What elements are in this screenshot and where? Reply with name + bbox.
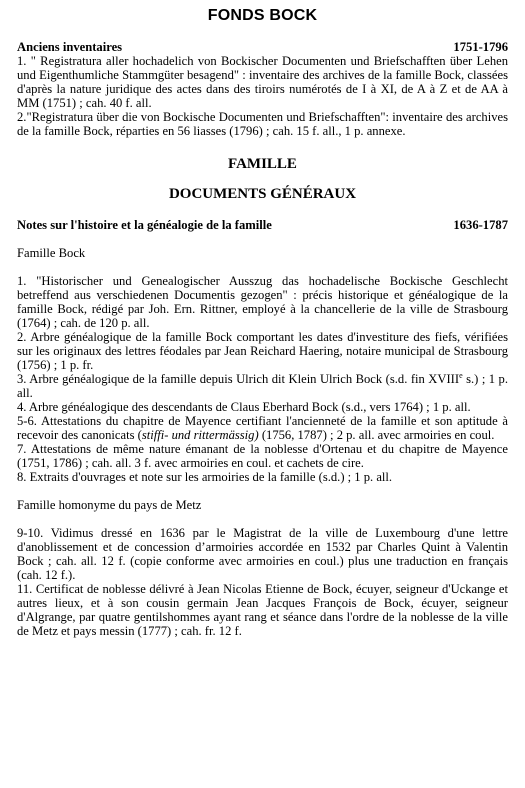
inventaires-heading: Anciens inventaires	[17, 40, 123, 54]
notes-item-9-10: 9-10. Vidimus dressé en 1636 par le Magistrat de la ville de Luxembourg d'une lettre d'anoblissement et de concession d’armoiries accordée en 1532 par Charles Quint à Valentin Bock ; cah. all. 12 f. (copie conforme avec armoiries en coul.) plus une traduction en français (cah. 12 f.).	[17, 526, 508, 582]
notes-item-4: 4. Arbre généalogique des descendants de Claus Eberhard Bock (s.d., vers 1764) ; 1 p. all.	[17, 400, 471, 414]
inventaires-heading-row	[17, 40, 508, 54]
notes-item-11: 11. Certificat de noblesse délivré à Jean Nicolas Etienne de Bock, écuyer, seigneur d'Uckange et autres lieux, et à son cousin germain Jean Jacques François de Bock, écuyer, seigneur d'Algrange, par quatre gentilshommes ayant rang et séance dans l'ordre de la noblesse de la ville de Metz et pays messin (1777) ; cah. fr. 12 f.	[17, 582, 508, 638]
notes-item-3-sup: e	[459, 370, 463, 380]
notes-item-1: 1. "Historischer und Genealogischer Ausszug das hochadelische Bockische Geschlecht betreffend aus verschiedenen Documentis gezogen" : précis historique et généalogique de la famille Bock, rédigé par Joh. Ern. Rittner, employé à la chancellerie de la ville de Strasbourg (1764) ; cah. de 120 p. all.	[17, 274, 508, 330]
famille-heading: FAMILLE	[228, 156, 297, 172]
notes-item-8: 8. Extraits d'ouvrages et note sur les armoiries de la famille (s.d.) ; 1 p. all.	[17, 470, 393, 484]
document-page	[17, 6, 508, 638]
notes-item-5-6	[17, 414, 508, 442]
notes-item-3	[17, 372, 508, 400]
document-title: FONDS BOCK	[207, 7, 318, 24]
notes-item-3-text: 3. Arbre généalogique de la famille depuis Ulrich dit Klein Ulrich Bock (s.d. fin XVIII	[17, 372, 460, 386]
notes-item-3-end: s.) ; 1 p. all.	[17, 372, 509, 400]
inventaires-dates: 1751-1796	[453, 40, 508, 54]
notes-heading: Notes sur l'histoire et la généalogie de la famille	[17, 218, 272, 232]
notes-heading-row	[17, 218, 508, 232]
inventaire-item-1: 1. " Registratura aller hochadelich von Bockischer Documenten und Briefschafften über Lehen und Eigenthumliche Stammgüter besagend" : inventaire des archives de la famille Bock, classées d'après la nature juridique des actes dans des tiroirs numérotés de I à XI, de A à Z et de AA à MM (1751) ; cah. 40 f. all.	[17, 54, 508, 110]
notes-item-2: 2. Arbre généalogique de la famille Bock comportant les dates d'investiture des fiefs, vérifiées sur les originaux des lettres féodales par Jean Reichard Haering, notaire municipal de Strasbourg (1756) ; 1 p. fr.	[17, 330, 508, 372]
notes-item-5-6-end: (1756, 1787) ; 2 p. all. avec armoiries en coul.	[258, 428, 495, 442]
notes-item-5-6-text: 5-6. Attestations du chapitre de Mayence certifiant l'ancienneté de la famille et son aptitude à recevoir des canonicats (	[17, 414, 508, 442]
notes-dates: 1636-1787	[453, 218, 508, 232]
famille-bock-subheading: Famille Bock	[17, 246, 86, 260]
inventaire-item-2: 2."Registratura über die von Bockische Documenten und Briefschafften": inventaire des archives de la famille Bock, réparties en 56 liasses (1796) ; cah. 15 f. all., 1 p. annexe.	[17, 110, 508, 138]
notes-item-7: 7. Attestations de même nature émanant de la noblesse d'Ortenau et du chapitre de Mayence (1751, 1786) ; cah. all. 3 f. avec armoiries en coul. et cachets de cire.	[17, 442, 508, 470]
documents-generaux-heading: DOCUMENTS GÉNÉRAUX	[168, 186, 357, 202]
famille-metz-subheading: Famille homonyme du pays de Metz	[17, 498, 202, 512]
notes-item-5-6-italic: stiffi- und rittermässig)	[141, 428, 259, 442]
